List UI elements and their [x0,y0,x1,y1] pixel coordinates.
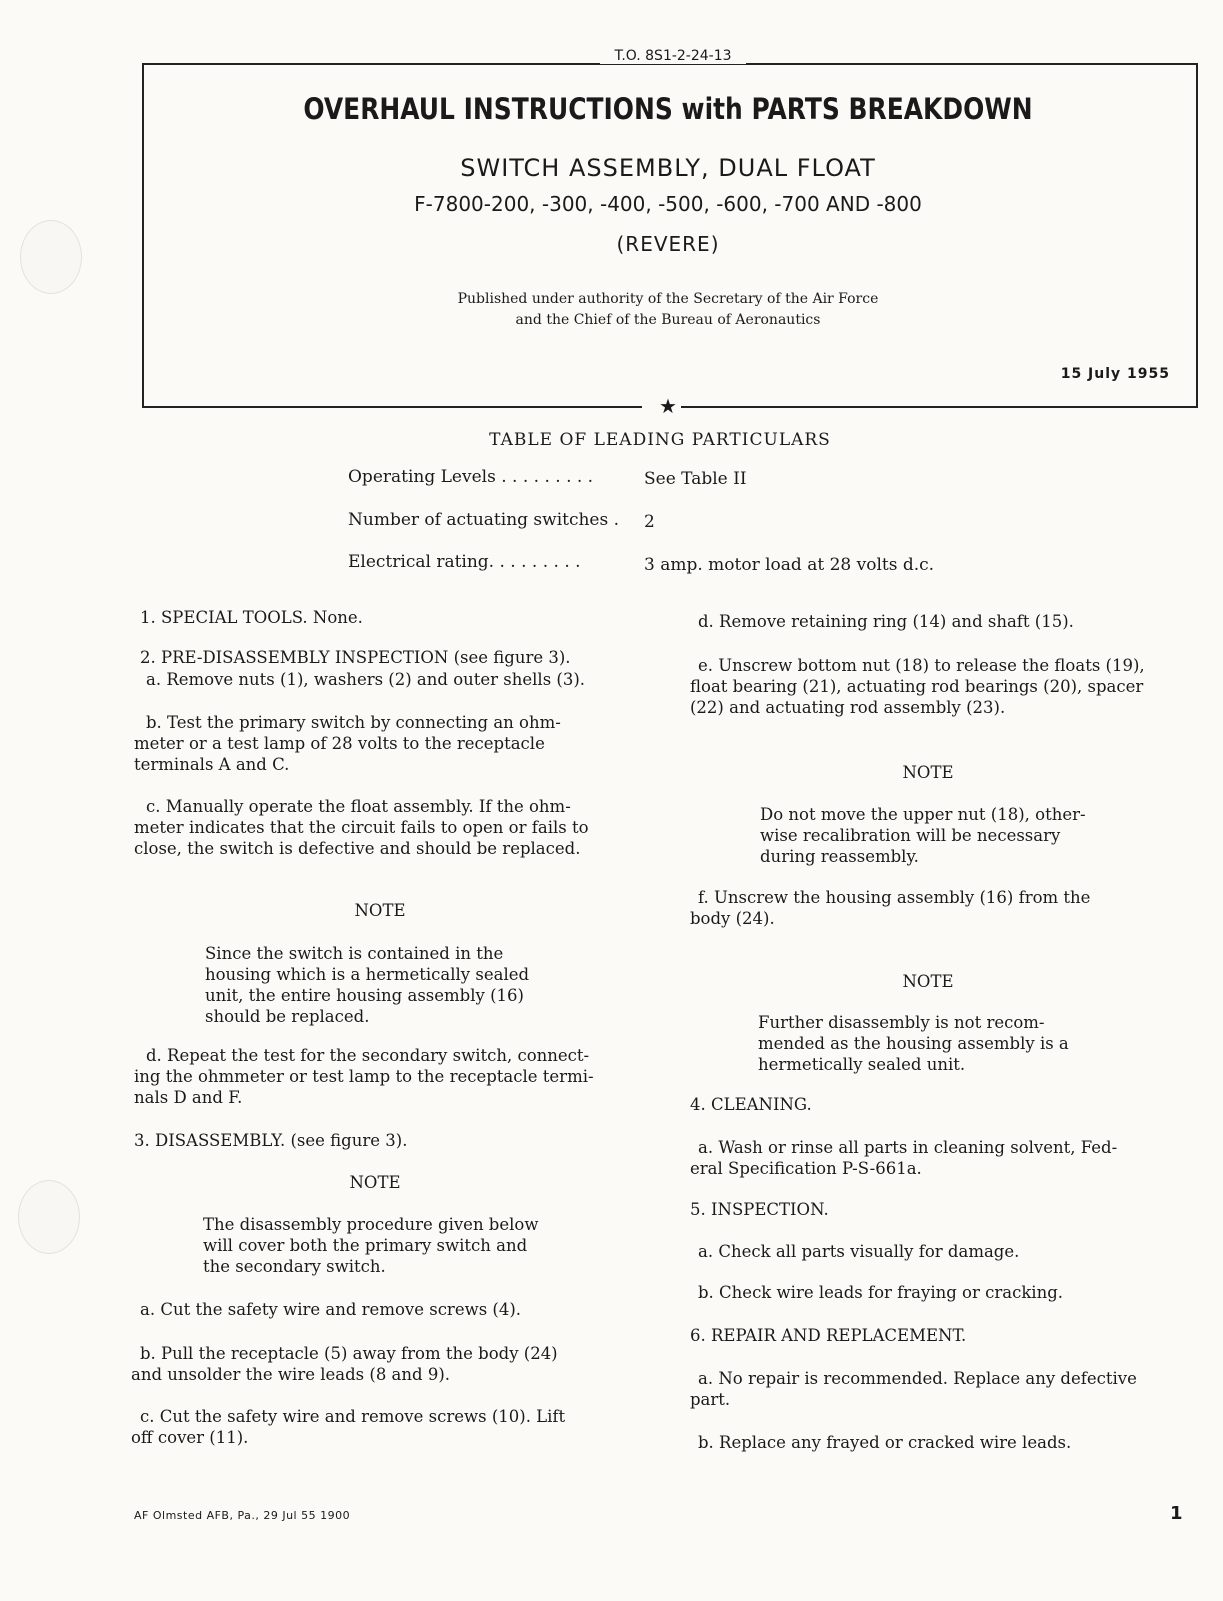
note-line: mended as the housing assembly is a [758,1034,1069,1053]
particulars-label-switches: Number of actuating switches . [348,510,620,530]
note-line: hermetically sealed unit. [758,1055,966,1074]
particulars-value-electrical-rating: 3 amp. motor load at 28 volts d.c. [644,555,935,575]
manufacturer: (REVERE) [616,232,720,256]
note-line: wise recalibration will be necessary [760,826,1061,845]
publisher-statement [142,289,1194,331]
note-line: Since the switch is contained in the [205,944,504,963]
document-title: OVERHAUL INSTRUCTIONS with PARTS BREAKDOWN [303,92,1033,126]
text-line: off cover (11). [131,1428,249,1447]
section-repair-replacement: 6. REPAIR AND REPLACEMENT. [690,1326,967,1345]
text-line: b. Check wire leads for fraying or cracking. [698,1283,1064,1302]
text-line: a. No repair is recommended. Replace any defective [698,1369,1137,1388]
text-line: body (24). [690,909,775,928]
text-line: part. [690,1390,731,1409]
publisher-line-1: Published under authority of the Secretary of the Air Force [457,291,879,307]
text-line: close, the switch is defective and should be replaced. [134,839,581,858]
text-line: ing the ohmmeter or test lamp to the receptacle termi- [134,1067,594,1086]
text-line: (22) and actuating rod assembly (23). [690,698,1006,717]
section-disassembly: 3. DISASSEMBLY. (see figure 3). [134,1131,408,1150]
text-line: e. Unscrew bottom nut (18) to release the floats (19), [698,656,1145,675]
text-line: b. Pull the receptacle (5) away from the body (24) [140,1344,558,1363]
binder-hole-top [20,220,82,294]
note-line: unit, the entire housing assembly (16) [205,986,524,1005]
star-icon: ★ [655,396,681,416]
publisher-line-2: and the Chief of the Bureau of Aeronautics [515,312,821,328]
header-frame-bottom-right [680,406,1196,408]
text-line: a. Cut the safety wire and remove screws (4). [140,1300,522,1319]
particulars-label-electrical-rating: Electrical rating. . . . . . . . . [348,552,581,572]
text-line: nals D and F. [134,1088,243,1107]
note-heading: NOTE [349,1173,401,1192]
text-line: eral Specification P-S-661a. [690,1159,922,1178]
text-line: d. Remove retaining ring (14) and shaft (15). [698,612,1074,631]
to-number: T.O. 8S1-2-24-13 [600,48,746,64]
particulars-value-operating-levels: See Table II [644,469,747,489]
text-line: b. Test the primary switch by connecting an ohm- [146,713,561,732]
note-line: Further disassembly is not recom- [758,1013,1045,1032]
text-line: a. Remove nuts (1), washers (2) and outer shells (3). [146,670,586,689]
particulars-value-switches: 2 [644,512,655,532]
text-line: c. Cut the safety wire and remove screws (10). Lift [140,1407,566,1426]
note-line: during reassembly. [760,847,919,866]
text-line: meter indicates that the circuit fails to open or fails to [134,818,589,837]
particulars-label-operating-levels: Operating Levels . . . . . . . . . [348,467,594,487]
document-subtitle: SWITCH ASSEMBLY, DUAL FLOAT [460,154,876,182]
note-heading: NOTE [902,972,954,991]
publication-date: 15 July 1955 [1060,366,1170,382]
binder-hole-bottom [18,1180,80,1254]
text-line: terminals A and C. [134,755,290,774]
section-inspection: 5. INSPECTION. [690,1200,829,1219]
section-special-tools: 1. SPECIAL TOOLS. None. [140,608,363,627]
printer-imprint: AF Olmsted AFB, Pa., 29 Jul 55 1900 [134,1509,351,1522]
text-line: a. Wash or rinse all parts in cleaning solvent, Fed- [698,1138,1118,1157]
section-cleaning: 4. CLEANING. [690,1095,812,1114]
text-line: b. Replace any frayed or cracked wire leads. [698,1433,1072,1452]
note-heading: NOTE [354,901,406,920]
text-line: f. Unscrew the housing assembly (16) from the [698,888,1091,907]
text-line: a. Check all parts visually for damage. [698,1242,1020,1261]
note-line: housing which is a hermetically sealed [205,965,530,984]
text-line: float bearing (21), actuating rod bearings (20), spacer [690,677,1144,696]
section-pre-disassembly: 2. PRE-DISASSEMBLY INSPECTION (see figure 3). [140,648,571,667]
note-line: the secondary switch. [203,1257,386,1276]
note-line: Do not move the upper nut (18), other- [760,805,1086,824]
header-frame-bottom-left [142,406,642,408]
particulars-title: TABLE OF LEADING PARTICULARS [489,430,831,450]
part-numbers: F-7800-200, -300, -400, -500, -600, -700 AND -800 [414,192,922,216]
text-line: and unsolder the wire leads (8 and 9). [131,1365,451,1384]
text-line: meter or a test lamp of 28 volts to the receptacle [134,734,545,753]
text-line: d. Repeat the test for the secondary switch, connect- [146,1046,590,1065]
note-heading: NOTE [902,763,954,782]
text-line: c. Manually operate the float assembly. If the ohm- [146,797,571,816]
note-line: will cover both the primary switch and [203,1236,528,1255]
note-line: The disassembly procedure given below [203,1215,539,1234]
note-line: should be replaced. [205,1007,370,1026]
page-number: 1 [1170,1503,1183,1524]
